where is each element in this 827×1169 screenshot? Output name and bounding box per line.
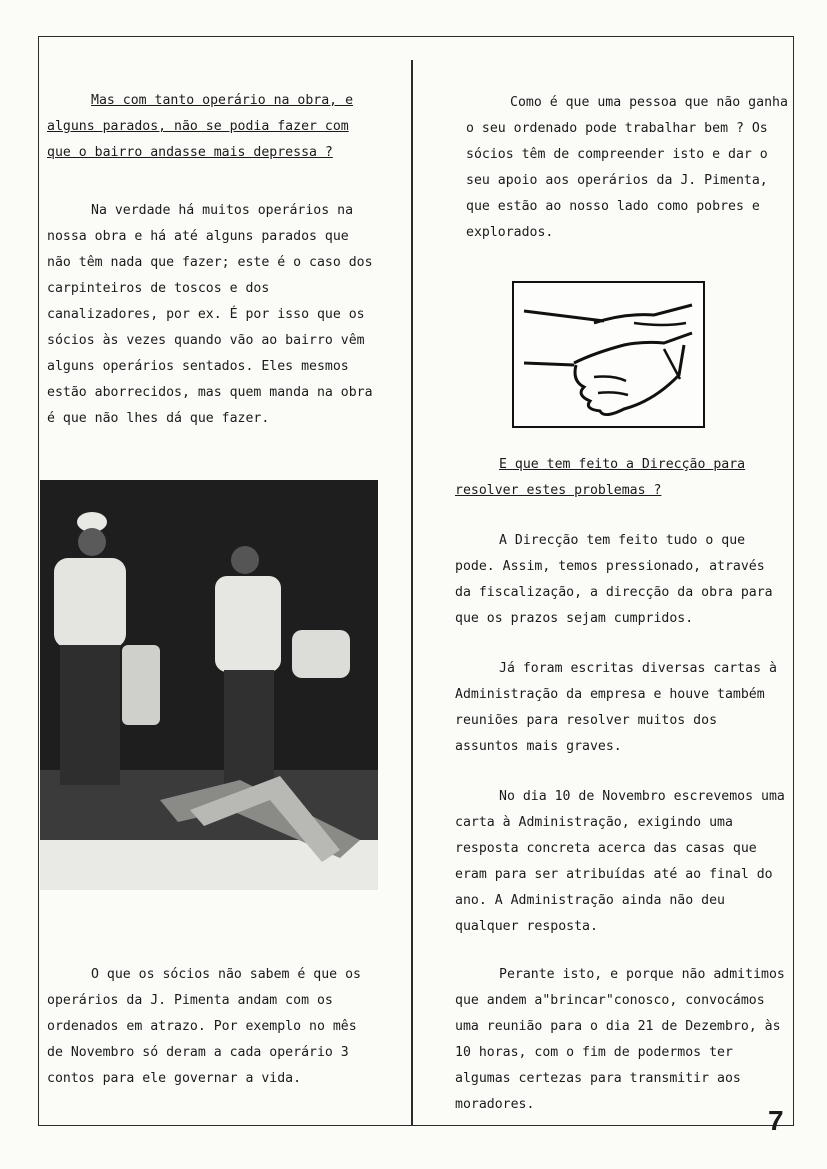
right-p4-text: Perante isto, e porque não admitimos que andem a"brincar"conosco, convocámos uma reunião para o dia 21 de Dezembro, às 10 horas, com o fim de podermos ter algumas certezas para transmitir aos moradores. xyxy=(455,967,785,1112)
right-p1-text: A Direcção tem feito tudo o que pode. Assim, temos pressionado, através da fiscalização, a direcção da obra para que os prazos sejam cumpridos. xyxy=(455,533,773,626)
left-question-text: Mas com tanto operário na obra, e alguns parados, não se podia fazer com que o bairro andasse mais depressa ? xyxy=(47,93,354,160)
column-divider xyxy=(411,60,413,1125)
right-question xyxy=(455,452,785,504)
right-p3-text: No dia 10 de Novembro escrevemos uma carta à Administração, exigindo uma resposta concreta acerca das casas que eram para ser atribuídas até ao final do ano. A Administração ainda não deu qualquer resposta. xyxy=(455,789,785,934)
left-bottom xyxy=(47,962,373,1092)
right-question-text: E que tem feito a Direcção para resolver estes problemas ? xyxy=(455,457,746,498)
workers-photo-image xyxy=(40,480,378,890)
page-number: 7 xyxy=(768,1105,784,1136)
right-p2-text: Já foram escritas diversas cartas à Administração da empresa e houve também reuniões para resolver muitos dos assuntos mais graves. xyxy=(455,661,777,754)
left-question xyxy=(47,88,373,166)
left-bottom-text: O que os sócios não sabem é que os operários da J. Pimenta andam com os ordenados em atrazo. Por exemplo no mês de Novembro só deram a cada operário 3 contos para ele governar a vida. xyxy=(47,967,361,1086)
workers-photo xyxy=(40,480,378,890)
handshake-icon xyxy=(514,283,702,425)
left-answer-text: Na verdade há muitos operários na nossa obra e há até alguns parados que não têm nada que fazer; este é o caso dos carpinteiros de toscos e dos canalizadores, por ex. É por isso que os sócios às vezes quando vão ao bairro vêm alguns operários sentados. Eles mesmos estão aborrecidos, mas quem manda na obra é que não lhes dá que fazer. xyxy=(47,203,373,426)
left-answer xyxy=(47,198,373,432)
right-p3 xyxy=(455,784,785,940)
right-p2 xyxy=(455,656,785,760)
handshake-illustration xyxy=(512,281,705,428)
right-p4 xyxy=(455,962,785,1118)
right-p1 xyxy=(455,528,785,632)
right-intro-text: Como é que uma pessoa que não ganha o seu ordenado pode trabalhar bem ? Os sócios têm de compreender isto e dar o seu apoio aos operários da J. Pimenta, que estão ao nosso lado como pobres e explorados. xyxy=(466,95,788,240)
right-intro xyxy=(466,90,788,246)
